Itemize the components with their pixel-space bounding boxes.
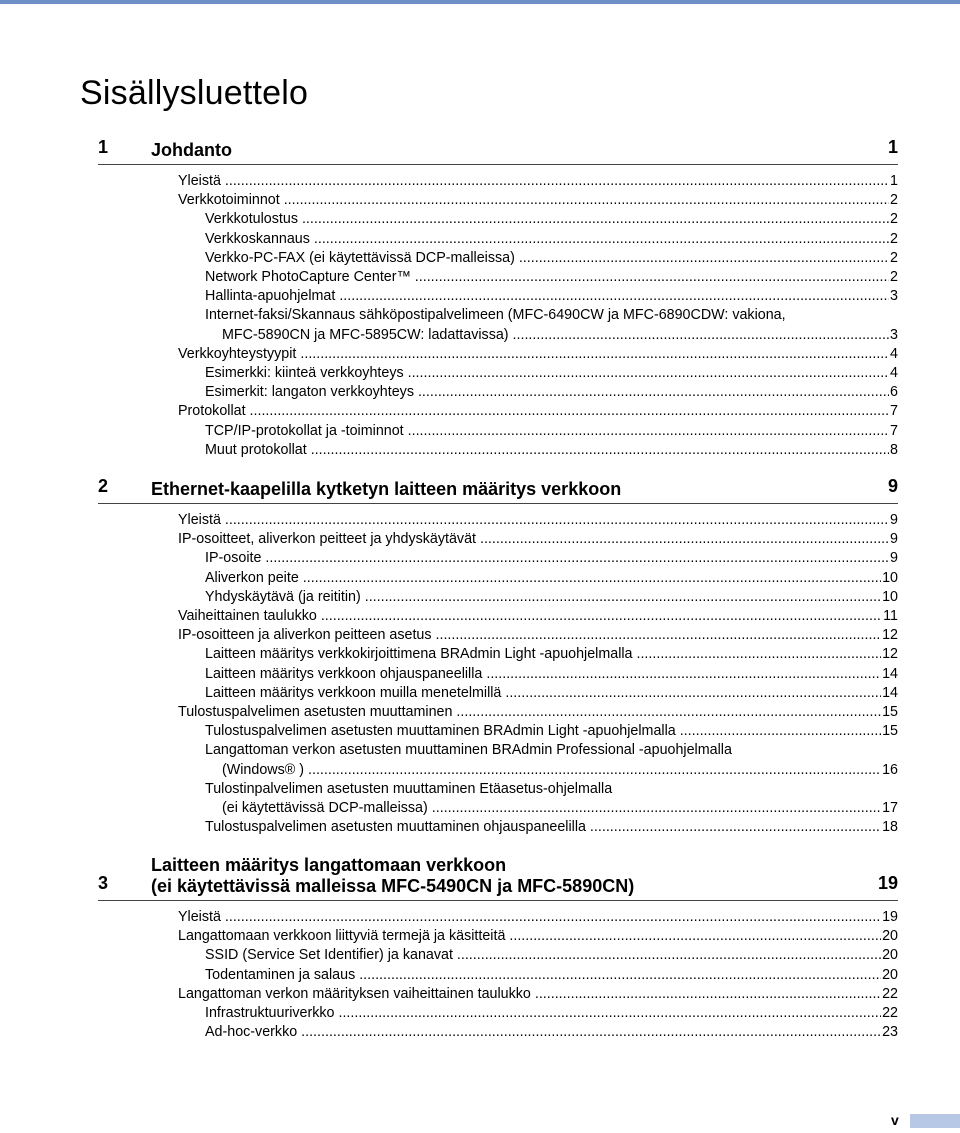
dot-leader bbox=[411, 269, 898, 285]
toc-entries bbox=[98, 172, 898, 460]
toc-entry[interactable] bbox=[98, 703, 898, 722]
chapter-page-number: 9 bbox=[887, 476, 898, 496]
toc-entry-text: Verkkoyhteystyypit bbox=[178, 345, 297, 362]
toc-entry-text: Esimerkki: kiinteä verkkoyhteys bbox=[205, 365, 404, 382]
toc-entry-page: 9 bbox=[889, 530, 898, 549]
toc-entry[interactable] bbox=[98, 722, 898, 741]
toc-entry-text: TCP/IP-protokollat ja -toiminnot bbox=[205, 422, 404, 439]
dot-leader bbox=[404, 365, 898, 381]
dot-leader bbox=[307, 442, 898, 458]
toc-entry-first-line[interactable]: Tulostinpalvelimen asetusten muuttaminen Etäasetus-ohjelmalla bbox=[205, 780, 613, 797]
dot-leader bbox=[509, 327, 898, 343]
dot-leader bbox=[261, 550, 898, 566]
toc-entry-page: 9 bbox=[889, 549, 898, 568]
chapter-title-line: Ethernet-kaapelilla kytketyn laitteen määritys verkkoon bbox=[151, 479, 622, 499]
toc-entry[interactable] bbox=[98, 172, 898, 191]
chapter-page-number: 19 bbox=[877, 873, 898, 893]
dot-leader bbox=[221, 909, 898, 925]
toc-entry[interactable] bbox=[98, 345, 898, 364]
toc-entry-text: Todentaminen ja salaus bbox=[205, 966, 356, 983]
dot-leader bbox=[515, 250, 898, 266]
chapter-title bbox=[151, 140, 898, 161]
chapter-page-number: 1 bbox=[887, 137, 898, 157]
dot-leader bbox=[414, 384, 898, 400]
dot-leader bbox=[298, 211, 898, 227]
toc-entry-text: Laitteen määritys verkkoon muilla menetelmillä bbox=[205, 684, 502, 701]
toc-entry-page: 11 bbox=[882, 607, 898, 626]
toc-entry[interactable] bbox=[98, 383, 898, 402]
toc-entry[interactable] bbox=[98, 191, 898, 210]
toc-entry-page: 2 bbox=[889, 230, 898, 249]
dot-leader bbox=[297, 1024, 898, 1040]
toc-entry[interactable] bbox=[98, 761, 898, 780]
toc-entry[interactable] bbox=[98, 511, 898, 530]
toc-entry[interactable] bbox=[98, 588, 898, 607]
toc-entry-page: 23 bbox=[881, 1023, 898, 1042]
toc-entry-text: Verkkoskannaus bbox=[205, 230, 310, 247]
toc-entry-text: Yhdyskäytävä (ja reititin) bbox=[205, 588, 361, 605]
toc-entry-text: Verkkotulostus bbox=[205, 211, 298, 228]
toc-entry-page: 7 bbox=[889, 402, 898, 421]
toc-entry-page: 3 bbox=[889, 287, 898, 306]
chapter-3 bbox=[98, 855, 898, 1042]
toc-entry-page: 20 bbox=[881, 946, 898, 965]
toc-entry-text: Verkkotoiminnot bbox=[178, 192, 280, 209]
dot-leader bbox=[432, 627, 898, 643]
toc-entry-text: MFC-5890CN ja MFC-5895CW: ladattavissa) bbox=[222, 326, 509, 343]
toc-entry[interactable] bbox=[98, 230, 898, 249]
toc-entry-text: SSID (Service Set Identifier) ja kanavat bbox=[205, 947, 453, 964]
toc-entry-text: Yleistä bbox=[178, 173, 221, 189]
toc-entry-page: 7 bbox=[889, 422, 898, 441]
dot-leader bbox=[676, 723, 898, 739]
dot-leader bbox=[501, 685, 898, 701]
toc-entry-page: 4 bbox=[889, 364, 898, 383]
toc-entries bbox=[98, 511, 898, 837]
dot-leader bbox=[586, 819, 898, 835]
toc-entry-text: Yleistä bbox=[178, 512, 221, 528]
chapter-title bbox=[151, 855, 898, 897]
chapter-1 bbox=[98, 137, 898, 460]
chapter-number: 2 bbox=[98, 476, 109, 496]
toc-entry-text: IP-osoitteen ja aliverkon peitteen asetus bbox=[178, 627, 432, 644]
toc-entry-page: 2 bbox=[889, 210, 898, 229]
toc-entry[interactable] bbox=[98, 1023, 898, 1042]
chapter-title bbox=[151, 479, 898, 500]
toc-entry-text: Esimerkit: langaton verkkoyhteys bbox=[205, 384, 414, 401]
toc-entry-page: 15 bbox=[881, 722, 898, 741]
toc-entry-page: 18 bbox=[881, 818, 898, 837]
toc-entry[interactable] bbox=[98, 210, 898, 229]
toc-entry-text: Vaiheittainen taulukko bbox=[178, 608, 317, 625]
dot-leader bbox=[482, 666, 898, 682]
dot-leader bbox=[304, 762, 898, 778]
toc-entry-page: 22 bbox=[881, 1004, 898, 1023]
toc-entry-page: 10 bbox=[881, 569, 898, 588]
toc-entry-text: Laitteen määritys verkkokirjoittimena BRAdmin Light -apuohjelmalla bbox=[205, 646, 633, 663]
toc-entry[interactable] bbox=[98, 927, 898, 946]
dot-leader bbox=[221, 173, 898, 189]
toc-entry-page: 1 bbox=[889, 172, 898, 191]
toc-entry-page: 16 bbox=[881, 761, 898, 780]
toc-entry-page: 20 bbox=[881, 927, 898, 946]
toc-entry-page: 2 bbox=[889, 268, 898, 287]
dot-leader bbox=[531, 986, 898, 1002]
chapter-heading bbox=[98, 137, 898, 161]
chapter-title-line: (ei käytettävissä malleissa MFC-5490CN ja MFC-5890CN) bbox=[151, 876, 635, 896]
dot-leader bbox=[428, 800, 898, 816]
toc-entry-text: (Windows® ) bbox=[222, 761, 305, 778]
chapter-rule bbox=[98, 503, 898, 504]
toc-entry-text: (ei käytettävissä DCP-malleissa) bbox=[222, 800, 428, 817]
dot-leader bbox=[355, 967, 898, 983]
toc-entry[interactable] bbox=[98, 684, 898, 703]
toc-entry-page: 6 bbox=[889, 383, 898, 402]
toc-entry[interactable] bbox=[98, 645, 898, 664]
toc-entry[interactable] bbox=[98, 1004, 898, 1023]
toc-entry-page: 22 bbox=[881, 985, 898, 1004]
toc-entry[interactable] bbox=[98, 985, 898, 1004]
dot-leader bbox=[453, 947, 898, 963]
chapter-heading bbox=[98, 476, 898, 500]
dot-leader bbox=[505, 928, 898, 944]
toc-entry-text: Aliverkon peite bbox=[205, 569, 299, 586]
toc-entry-text: Laitteen määritys verkkoon ohjauspaneelilla bbox=[205, 665, 483, 682]
toc-entry[interactable] bbox=[98, 249, 898, 268]
toc-entry-text: Yleistä bbox=[178, 909, 221, 925]
chapter-rule bbox=[98, 164, 898, 165]
dot-leader bbox=[221, 512, 898, 528]
toc-entry[interactable] bbox=[98, 626, 898, 645]
chapter-title-line: Johdanto bbox=[151, 140, 232, 160]
dot-leader bbox=[280, 192, 898, 208]
chapter-rule bbox=[98, 900, 898, 901]
toc-entries bbox=[98, 908, 898, 1042]
toc-entry-page: 8 bbox=[889, 441, 898, 460]
toc-entry-text: Ad-hoc-verkko bbox=[205, 1024, 298, 1041]
toc-entry[interactable] bbox=[98, 268, 898, 287]
toc-entry-text: Tulostuspalvelimen asetusten muuttaminen BRAdmin Light -apuohjelmalla bbox=[205, 723, 676, 740]
dot-leader bbox=[299, 570, 898, 586]
toc-entry[interactable] bbox=[98, 665, 898, 684]
toc-entry[interactable] bbox=[98, 818, 898, 837]
toc-entry-page: 14 bbox=[881, 665, 898, 684]
toc-entry-page: 10 bbox=[881, 588, 898, 607]
toc-entry-text: Langattomaan verkkoon liittyviä termejä ja käsitteitä bbox=[178, 928, 506, 945]
dot-leader bbox=[296, 346, 898, 362]
toc-entry[interactable] bbox=[98, 607, 898, 626]
toc-entry-first-line[interactable]: Internet-faksi/Skannaus sähköpostipalvelimeen (MFC-6490CW ja MFC-6890CDW: vakiona, bbox=[205, 307, 786, 324]
toc-entry[interactable] bbox=[98, 549, 898, 568]
toc-entry[interactable] bbox=[98, 908, 898, 927]
footer-accent-bar bbox=[910, 1114, 960, 1128]
toc-entry-text: Verkko-PC-FAX (ei käytettävissä DCP-malleissa) bbox=[205, 249, 515, 266]
toc-entry[interactable] bbox=[98, 326, 898, 345]
toc-entry-text: Tulostuspalvelimen asetusten muuttaminen bbox=[178, 704, 453, 721]
toc-entry[interactable] bbox=[98, 402, 898, 421]
toc-entry-page: 12 bbox=[881, 645, 898, 664]
dot-leader bbox=[452, 704, 898, 720]
toc-entry-text: Network PhotoCapture Center™ bbox=[205, 269, 411, 286]
toc-entry-text: Langattoman verkon määrityksen vaiheittainen taulukko bbox=[178, 985, 531, 1002]
toc-entry[interactable] bbox=[98, 441, 898, 460]
dot-leader bbox=[335, 1005, 898, 1021]
toc-entry-text: IP-osoitteet, aliverkon peitteet ja yhdyskäytävät bbox=[178, 531, 477, 548]
chapter-title-line: Laitteen määritys langattomaan verkkoon bbox=[151, 855, 507, 875]
toc-entry-text: Protokollat bbox=[178, 403, 246, 420]
toc-entry-page: 4 bbox=[889, 345, 898, 364]
chapter-heading bbox=[98, 855, 898, 897]
toc-entry-page: 9 bbox=[889, 511, 898, 530]
toc-entry[interactable] bbox=[98, 946, 898, 965]
chapter-number: 1 bbox=[98, 137, 109, 157]
chapter-number: 3 bbox=[98, 873, 109, 893]
toc-entry-first-line[interactable]: Langattoman verkon asetusten muuttaminen BRAdmin Professional -apuohjelmalla bbox=[205, 742, 732, 759]
dot-leader bbox=[317, 608, 898, 624]
toc-entry[interactable] bbox=[98, 287, 898, 306]
toc-entry-page: 3 bbox=[889, 326, 898, 345]
dot-leader bbox=[476, 531, 898, 547]
toc-entry[interactable] bbox=[98, 422, 898, 441]
toc-entry-page: 2 bbox=[889, 249, 898, 268]
dot-leader bbox=[310, 231, 898, 247]
dot-leader bbox=[246, 403, 898, 419]
toc-entry-page: 15 bbox=[881, 703, 898, 722]
toc-entry[interactable] bbox=[98, 799, 898, 818]
dot-leader bbox=[361, 589, 898, 605]
toc-entry-page: 20 bbox=[881, 966, 898, 985]
footer-page-number: v bbox=[891, 1112, 899, 1128]
toc-entry[interactable] bbox=[98, 364, 898, 383]
chapter-2 bbox=[98, 476, 898, 837]
page-title: Sisällysluettelo bbox=[80, 74, 309, 112]
toc-entry-page: 2 bbox=[889, 191, 898, 210]
toc-entry-text: Tulostuspalvelimen asetusten muuttaminen ohjauspaneelilla bbox=[205, 819, 586, 836]
toc-entry-text: Infrastruktuuriverkko bbox=[205, 1005, 335, 1022]
toc-entry[interactable] bbox=[98, 569, 898, 588]
toc-entry-text: Muut protokollat bbox=[205, 441, 307, 458]
toc-entry[interactable] bbox=[98, 966, 898, 985]
toc-entry-page: 14 bbox=[881, 684, 898, 703]
toc-entry-page: 19 bbox=[881, 908, 898, 927]
dot-leader bbox=[633, 646, 898, 662]
top-rule bbox=[0, 0, 960, 4]
dot-leader bbox=[404, 423, 898, 439]
toc-entry-page: 17 bbox=[881, 799, 898, 818]
toc-entry-page: 12 bbox=[881, 626, 898, 645]
dot-leader bbox=[335, 288, 898, 304]
toc-entry[interactable] bbox=[98, 530, 898, 549]
toc-entry-text: IP-osoite bbox=[205, 550, 262, 567]
toc-entry-text: Hallinta-apuohjelmat bbox=[205, 288, 336, 305]
